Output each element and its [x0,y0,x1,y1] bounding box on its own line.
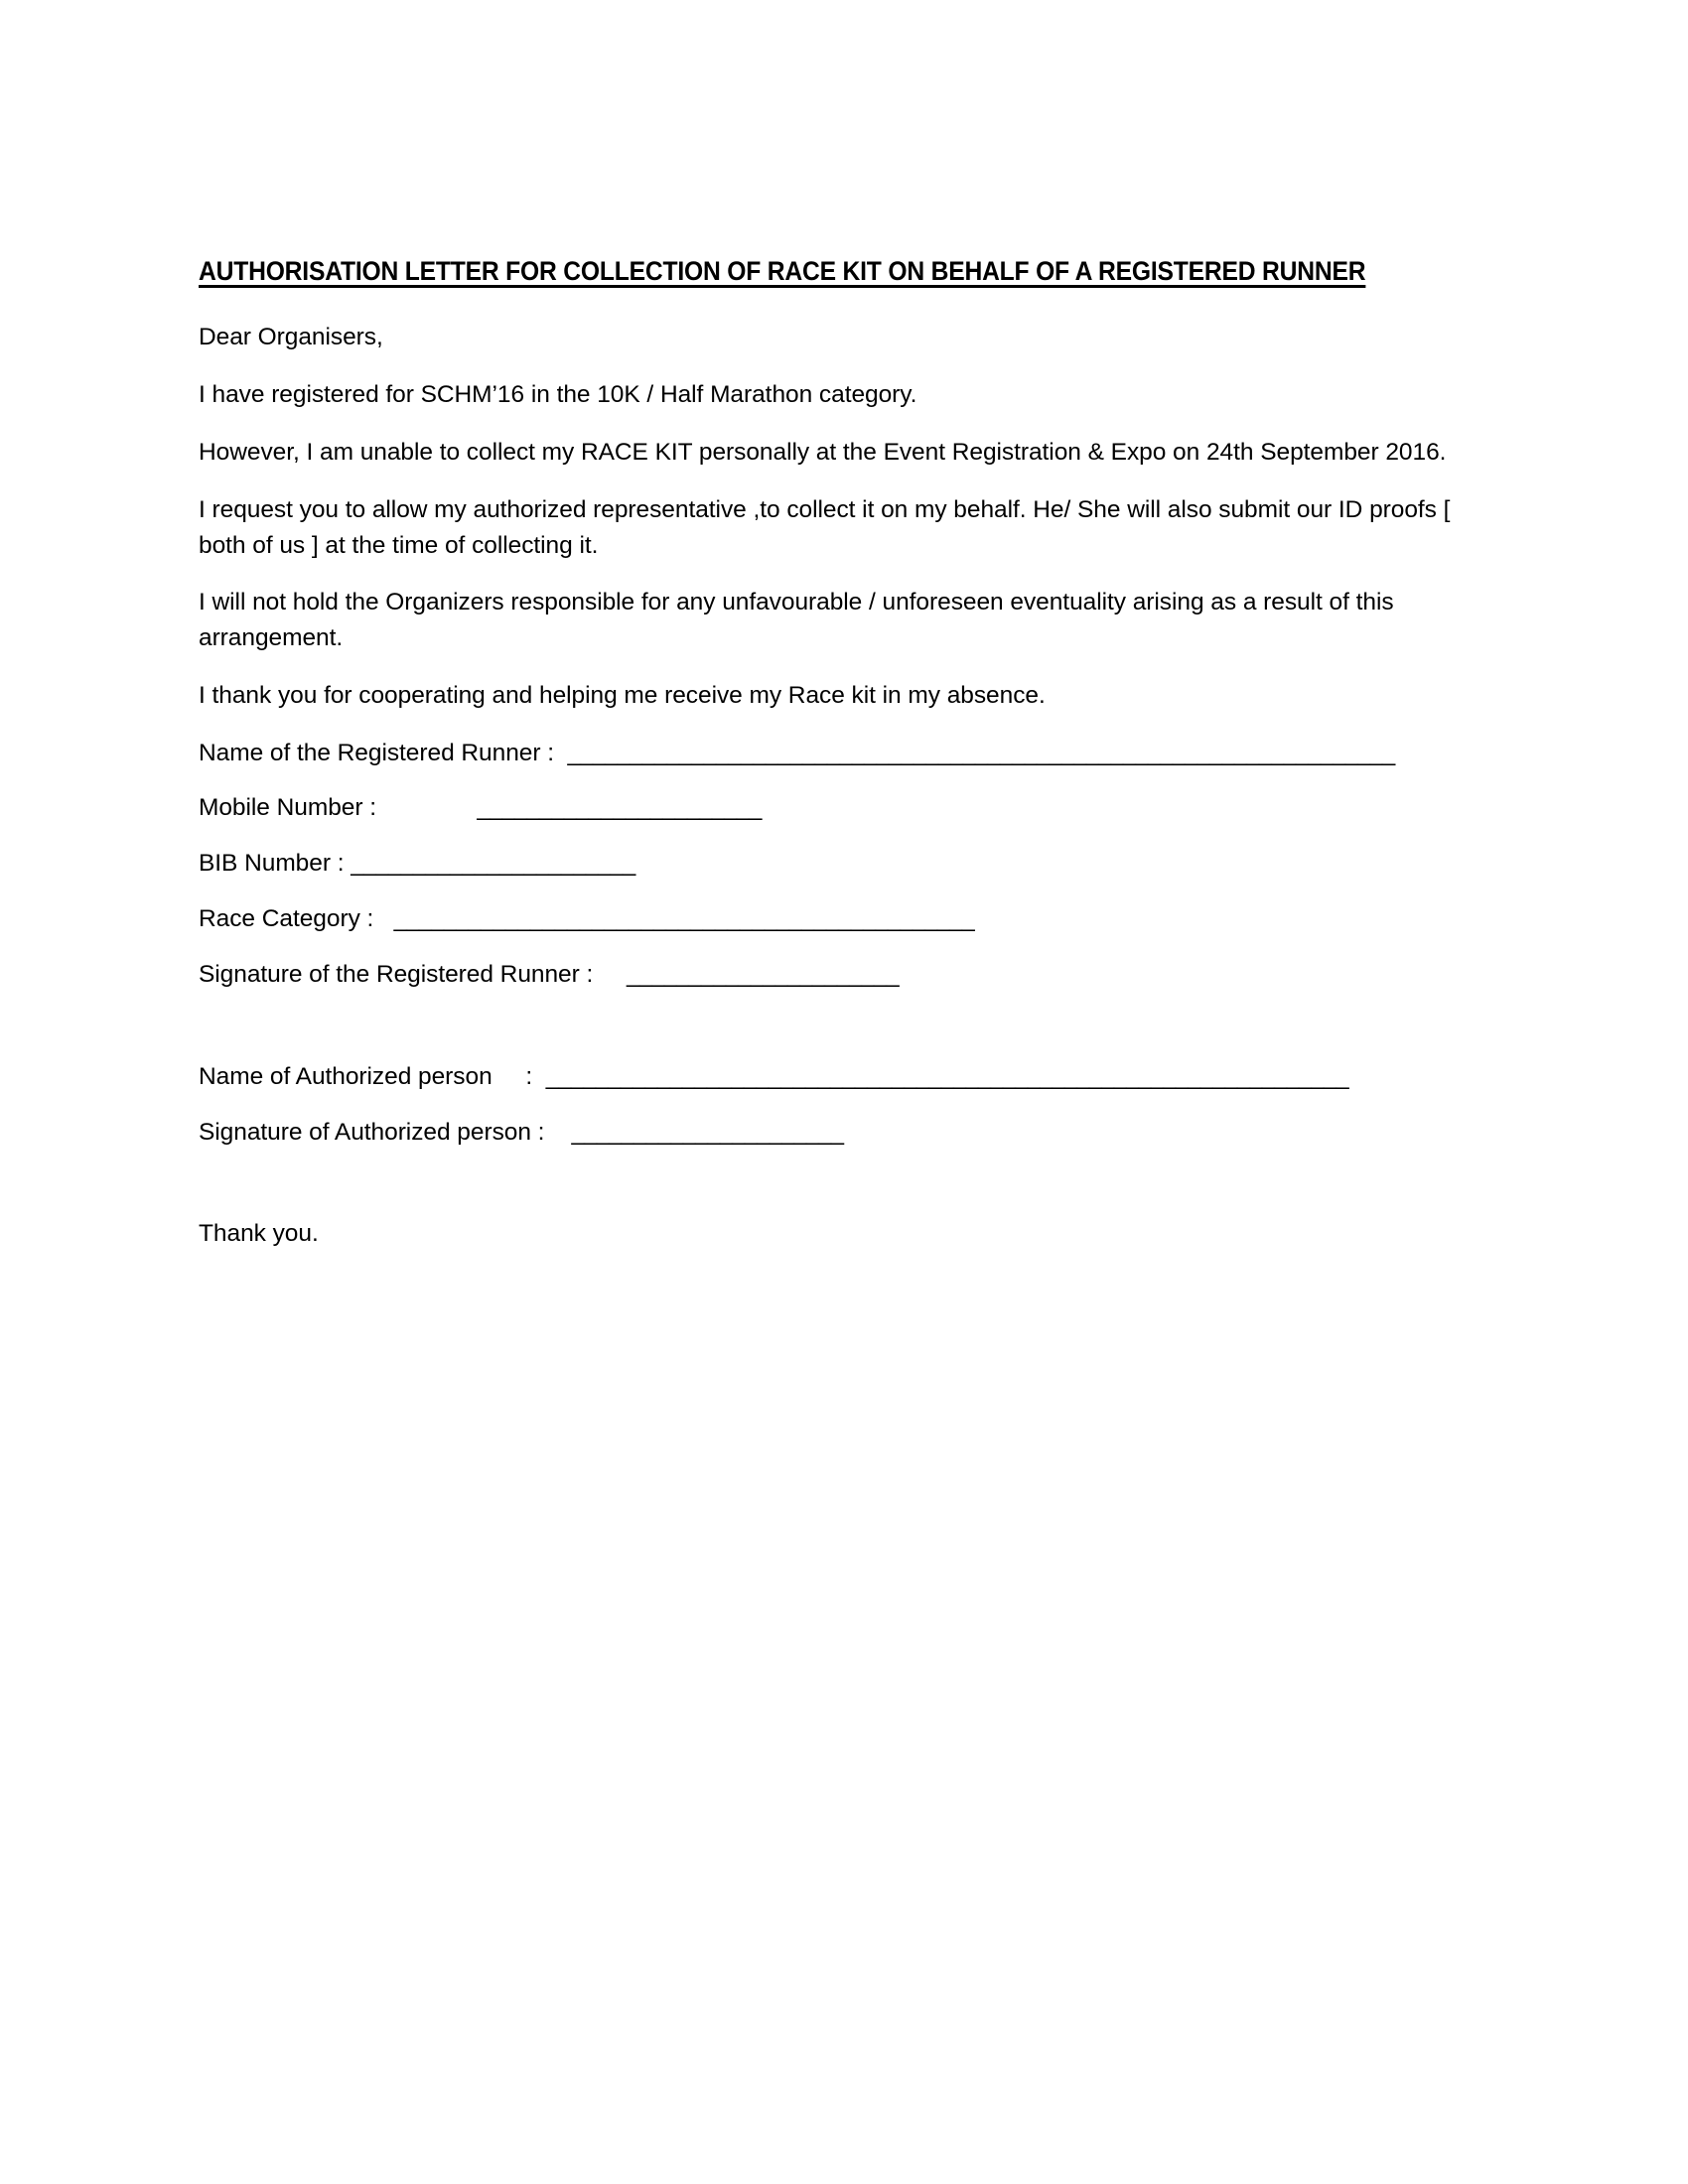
field-mobile-number-blank[interactable]: _______________________ [477,794,762,822]
field-authorized-name-blank[interactable]: _________________________________________________________________ [545,1063,1348,1091]
spacer [199,413,1468,435]
field-race-category-blank[interactable]: _______________________________________________ [393,904,974,932]
salutation: Dear Organisers, [199,324,383,351]
field-runner-name [199,736,1468,771]
paragraph-unable-to-collect: However, I am unable to collect my RACE KIT personally at the Event Registration & Expo on 24th September 2016. [199,439,1447,466]
spacer [199,563,1468,585]
spacer-after-title [199,286,1468,320]
spacer-before-authorized [199,992,1468,1059]
field-runner-signature [199,957,1468,993]
field-runner-signature-blank[interactable]: ______________________ [627,960,899,988]
paragraph-registered: I have registered for SCHM’16 in the 10K / Half Marathon category. [199,381,917,409]
spacer [199,770,1468,790]
field-race-category-label: Race Category : [199,904,394,932]
spacer [199,355,1468,377]
field-mobile-number-label: Mobile Number : [199,794,478,822]
field-authorized-name [199,1059,1468,1095]
spacer-before-closing [199,1151,1468,1216]
field-bib-number-blank[interactable]: _______________________ [351,850,635,878]
spacer [199,937,1468,957]
field-race-category [199,901,1468,937]
paragraph-thanks-cooperating: I thank you for cooperating and helping me receive my Race kit in my absence. [199,681,1046,709]
field-runner-name-blank[interactable]: ___________________________________________________________________ [567,739,1395,766]
paragraph-request-representative: I request you to allow my authorized representative ,to collect it on my behalf. He/ She will also submit our ID proofs [ both of us ] at the time of collecting it. [199,495,1451,559]
page-title: AUTHORISATION LETTER FOR COLLECTION OF RACE KIT ON BEHALF OF A REGISTERED RUNNER [199,256,1366,286]
field-bib-number-label: BIB Number : [199,850,352,878]
spacer [199,471,1468,492]
letter-body [199,256,1468,1252]
field-authorized-signature-blank[interactable]: ______________________ [571,1119,843,1147]
field-bib-number [199,846,1468,882]
paragraph-liability-waiver: I will not hold the Organizers responsible for any unfavourable / unforeseen eventuality arising as a result of this arrangement. [199,589,1394,652]
spacer [199,826,1468,846]
spacer [199,882,1468,901]
field-runner-name-label: Name of the Registered Runner : [199,739,568,766]
spacer [199,1095,1468,1115]
field-authorized-name-label: Name of Authorized person : [199,1063,546,1091]
spacer [199,714,1468,736]
field-mobile-number [199,790,1468,826]
field-runner-signature-label: Signature of the Registered Runner : [199,960,628,988]
spacer [199,656,1468,678]
closing-text: Thank you. [199,1219,319,1247]
field-authorized-signature-label: Signature of Authorized person : [199,1119,572,1147]
field-authorized-signature [199,1115,1468,1151]
